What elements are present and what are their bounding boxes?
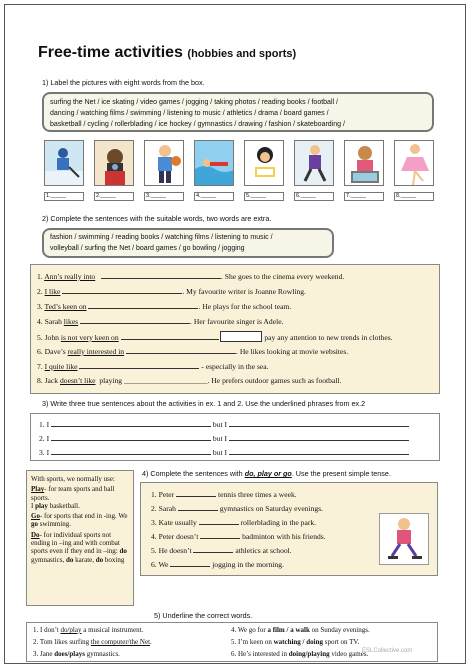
picture-2-taking-photos: [94, 140, 134, 186]
picture-8-dancing: [394, 140, 434, 186]
blank[interactable]: [62, 286, 182, 294]
picture-5-reading-books: [244, 140, 284, 186]
ex2-line-2: volleyball / surfing the Net / board games / go bowling / jogging: [50, 244, 245, 252]
note-line-5: Do- for individual sports not ending in –ing and with combat sports even if they end in –ing: do gymnastics, do karate, do boxing: [31, 530, 127, 564]
sentence-4: 4. Sarah likes . Her favourite singer is Adele.: [37, 317, 284, 326]
sentence-8: 8. Jack doesn’t like playing ______________________. He prefers outdoor games such as football.: [37, 376, 342, 385]
answer-blank-2[interactable]: 2._____: [94, 192, 134, 201]
watermark: ESLCollective.com: [362, 648, 413, 654]
ex5-item-4: 4. We go for a film / a walk on Sunday evenings.: [231, 626, 370, 634]
blank[interactable]: [51, 433, 211, 441]
note-line-2: Play- for team sports and ball sports.: [31, 485, 115, 502]
ex4-row-2: 2. Sarah gymnastics on Saturday evenings.: [151, 504, 324, 513]
blank-box[interactable]: [220, 331, 262, 342]
ex4-instruction: 4) Complete the sentences with do, play or go. Use the present simple tense.: [142, 469, 391, 478]
sentence-6: 6. Dave’s really interested in . He likes looking at movie websites.: [37, 347, 349, 356]
ex4-row-1: 1. Peter tennis three times a week.: [151, 490, 297, 499]
answer-blank-3[interactable]: 3._____: [144, 192, 184, 201]
answer-blank-7[interactable]: 7._____: [344, 192, 384, 201]
ex4-row-5: 5. He doesn’t athletics at school.: [151, 546, 292, 555]
blank[interactable]: [199, 517, 239, 525]
picture-1-ice-hockey: [44, 140, 84, 186]
blank[interactable]: [229, 419, 409, 427]
note-line-3: I play basketball.: [31, 501, 80, 510]
ex3-row-1: 1. I but I: [39, 419, 409, 429]
blank[interactable]: [101, 271, 221, 279]
ex3-row-3: 3. I but I: [39, 447, 409, 457]
ex2-sentences-box: [30, 264, 440, 394]
ex1-instruction: 1) Label the pictures with eight words from the box.: [42, 78, 205, 87]
blank[interactable]: [80, 316, 190, 324]
ex4-box: [140, 482, 438, 576]
picture-4-swimming: [194, 140, 234, 186]
blank[interactable]: [170, 559, 210, 567]
ex5-box: [26, 622, 438, 662]
ex2-instruction: 2) Complete the sentences with the suitable words, two words are extra.: [42, 214, 272, 223]
blank[interactable]: [193, 545, 233, 553]
answer-blank-4[interactable]: 4._____: [194, 192, 234, 201]
ex5-item-3: 3. Jane does/plays gymnastics.: [33, 650, 120, 658]
ex3-box: [30, 413, 440, 461]
ex2-line-1: fashion / swimming / reading books / watching films / listening to music /: [50, 234, 273, 241]
title-main: Free-time activities: [38, 44, 183, 61]
ex5-item-1: 1. I don’t do/play a musical instrument.: [33, 626, 144, 634]
answer-blank-5[interactable]: 5._____: [244, 192, 284, 201]
blank[interactable]: [178, 503, 218, 511]
ex4-row-4: 4. Peter doesn’t badminton with his friends.: [151, 532, 326, 541]
blank[interactable]: [126, 346, 236, 354]
blank[interactable]: [51, 419, 211, 427]
blank[interactable]: [88, 301, 198, 309]
answer-blank-1[interactable]: 1._____: [44, 192, 84, 201]
blank[interactable]: [51, 447, 211, 455]
ex2-word-box: [42, 228, 334, 258]
ex5-item-5: 5. I’m keen on watching / doing sport on TV.: [231, 638, 360, 646]
ex1-line-1: surfing the Net / ice skating / video games / jogging / taking photos / reading books / football /: [50, 99, 338, 106]
picture-6-ice-skating: [294, 140, 334, 186]
title-sub: (hobbies and sports): [187, 48, 297, 60]
note-line-4: Go- for sports that end in -ing. We go swimming.: [31, 512, 128, 529]
picture-3-basketball: [144, 140, 184, 186]
grammar-note: [26, 470, 134, 606]
ex3-instruction: 3) Write three true sentences about the activities in ex. 1 and 2. Use the underlined phrases from ex.2: [42, 399, 366, 408]
blank[interactable]: [229, 433, 409, 441]
sentence-1: 1. Ann’s really into . She goes to the cinema every weekend.: [37, 272, 345, 281]
sentence-3: 3. Ted’s keen on . He plays for the school team.: [37, 302, 292, 311]
picture-rollerblading: [379, 513, 429, 565]
ex4-row-6: 6. We jogging in the morning.: [151, 560, 284, 569]
blank[interactable]: [121, 332, 219, 340]
ex4-row-3: 3. Kate usually rollerblading in the park.: [151, 518, 317, 527]
sentence-7: 7. I quite like - especially in the sea.: [37, 362, 269, 371]
ex1-line-2: dancing / watching films / swimming / listening to music / athletics / drama / board games /: [50, 110, 329, 117]
sentence-2: 2. I like . My favourite writer is Joanne Rowling.: [37, 287, 306, 296]
picture-row: [44, 140, 436, 206]
sentence-5: 5. John is not very keen on pay any attention to new trends in clothes.: [37, 333, 393, 342]
ex1-line-3: basketball / cycling / rollerblading / ice hockey / gymnastics / drawing / fashion / skateboarding /: [50, 121, 345, 128]
note-line-1: With sports, we normally use:: [31, 475, 115, 483]
answer-blank-6[interactable]: 6._____: [294, 192, 334, 201]
blank[interactable]: [229, 447, 409, 455]
ex1-word-box: [42, 92, 434, 132]
blank[interactable]: [176, 489, 216, 497]
ex5-item-2: 2. Tom likes surfing the computer/the Net.: [33, 638, 152, 646]
ex3-row-2: 2. I but I: [39, 433, 409, 443]
answer-blank-8[interactable]: 8._____: [394, 192, 434, 201]
blank[interactable]: [79, 361, 199, 369]
blank[interactable]: [200, 531, 240, 539]
ex5-item-6: 6. He’s interested in doing/playing video games.: [231, 650, 369, 658]
page-title: [38, 44, 296, 62]
picture-7-surfing-the-net: [344, 140, 384, 186]
ex5-instruction: 5) Underline the correct words.: [154, 611, 253, 620]
